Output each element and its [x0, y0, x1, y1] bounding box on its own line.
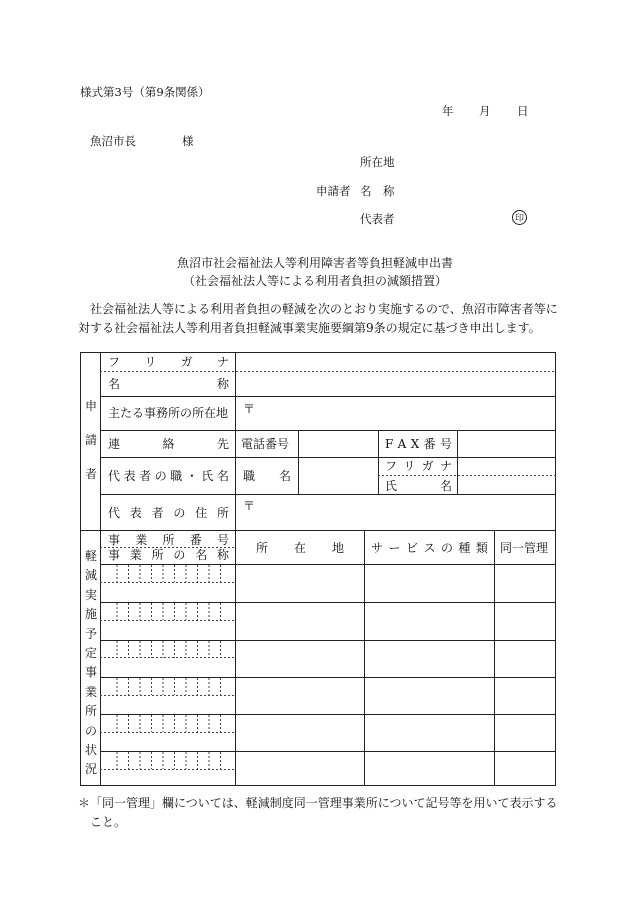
label-char: ナ: [216, 355, 229, 369]
label-char: 表: [129, 506, 142, 520]
recipient: 魚沼市長: [90, 134, 136, 148]
label-char: 番: [423, 437, 436, 451]
label-char: 称: [216, 548, 229, 562]
vertical-label-char: 事: [84, 665, 97, 680]
label-char: 業: [129, 548, 142, 562]
vertical-label-char: 請: [84, 433, 97, 447]
label-char: 連: [108, 437, 121, 451]
service-type-header: [371, 542, 488, 554]
vertical-label-char: 業: [84, 684, 97, 699]
label-char: リ: [403, 459, 416, 473]
location-header: [256, 542, 344, 554]
date-month-label: 月: [479, 104, 491, 118]
vertical-label-char: の: [84, 723, 97, 738]
label-char: 職: [243, 469, 256, 483]
vertical-label-char: 実: [84, 587, 97, 602]
applicant-group-label: [84, 400, 98, 502]
fax-label: [385, 438, 452, 450]
label-char: ス: [423, 541, 436, 555]
same-management-header: 同一管理: [500, 541, 549, 555]
body-text-line-1: 社会福祉法人等による利用者負担の軽減を次のとおり実施するので、魚沼市障害者等に: [78, 302, 558, 316]
document-subtitle: （社会福祉法人等による利用者負担の減額措置）: [182, 274, 447, 288]
vertical-label-char: 軽: [84, 549, 97, 563]
document-title: 魚沼市社会福祉法人等利用障害者等負担軽減申出書: [176, 256, 453, 270]
vertical-label-char: 定: [84, 645, 97, 660]
vertical-label-char: 況: [84, 762, 97, 777]
label-char: 事: [108, 548, 121, 562]
label-char: の: [440, 541, 453, 555]
label-char: ー: [388, 541, 401, 555]
label-char: 氏: [385, 479, 398, 493]
date-day-label: 日: [517, 104, 529, 118]
label-char: 事: [108, 533, 121, 547]
footnote-line-1: ＊「同一管理」欄については、軽減制度同一管理事業所について記号等を用いて表示する: [78, 796, 558, 810]
label-char: 代: [108, 469, 121, 483]
label-char: 在: [293, 541, 306, 555]
rep-address-label: [108, 507, 229, 519]
label-char: 所: [216, 506, 229, 520]
label-char: フ: [108, 355, 121, 369]
label-char: 号: [216, 533, 229, 547]
label-char: 所: [151, 548, 164, 562]
rep-name-label: [385, 480, 452, 492]
vertical-label-char: 予: [84, 626, 97, 641]
furigana-label: [108, 356, 229, 368]
date-year-label: 年: [442, 104, 454, 118]
applicant-group-text: [84, 400, 98, 502]
rep-furigana-label: [385, 460, 452, 472]
position-label: [243, 470, 291, 482]
vertical-label-char: 申: [84, 399, 97, 413]
label-char: 所: [256, 541, 269, 555]
phone-label: 電話番号: [241, 437, 290, 451]
seal-mark-icon: 印: [512, 210, 527, 225]
label-char: 称: [216, 377, 229, 391]
form-number: 様式第3号（第9条関係）: [80, 85, 210, 99]
label-char: の: [173, 548, 186, 562]
label-char: 番: [189, 533, 202, 547]
rep-title-name-label: [108, 470, 229, 482]
label-char: 地: [331, 541, 344, 555]
label-char: 表: [123, 469, 136, 483]
label-char: 号: [439, 437, 452, 451]
label-char: ガ: [180, 355, 193, 369]
office-number-header: [108, 534, 229, 546]
applicant-label: 申請者: [316, 184, 351, 198]
label-char: X: [410, 437, 420, 451]
label-char: 絡: [162, 437, 175, 451]
address-label: 所在地: [360, 155, 395, 169]
label-char: ガ: [421, 459, 434, 473]
label-char: の: [173, 506, 186, 520]
label-char: サ: [371, 541, 384, 555]
application-form-table: [80, 352, 556, 786]
postal-mark: 〒: [243, 402, 256, 416]
label-char: 先: [216, 437, 229, 451]
contact-label: [108, 438, 229, 450]
office-name-header: [108, 549, 229, 561]
reduction-group-text: [84, 550, 98, 783]
label-char: 所: [162, 533, 175, 547]
label-char: の: [154, 469, 167, 483]
label-char: 氏: [201, 469, 214, 483]
label-char: 名: [439, 479, 452, 493]
vertical-label-char: 所: [84, 704, 97, 719]
label-char: 類: [475, 541, 488, 555]
label-char: 業: [135, 533, 148, 547]
label-char: ・: [185, 469, 198, 483]
rep-postal-mark: 〒: [243, 499, 256, 513]
label-char: 名: [195, 548, 208, 562]
main-office-address-label: 主たる事務所の所在地: [108, 406, 229, 420]
vertical-label-char: 者: [84, 467, 97, 481]
recipient-suffix: 様: [182, 134, 194, 148]
label-char: A: [397, 437, 407, 451]
label-char: 住: [195, 506, 208, 520]
label-char: フ: [385, 459, 398, 473]
vertical-label-char: 減: [84, 568, 97, 583]
reduction-group-label: [84, 550, 98, 783]
body-text-line-2: 対する社会福祉法人等利用者負担軽減事業実施要綱第9条の規定に基づき申出します。: [78, 321, 541, 335]
label-char: 者: [151, 506, 164, 520]
label-char: 職: [170, 469, 183, 483]
label-char: 名: [216, 469, 229, 483]
vertical-label-char: 施: [84, 607, 97, 622]
label-char: リ: [144, 355, 157, 369]
label-char: ナ: [439, 459, 452, 473]
label-char: ビ: [405, 541, 418, 555]
vertical-label-char: 状: [84, 742, 97, 757]
label-char: 者: [139, 469, 152, 483]
name-cell-label: [108, 378, 229, 390]
label-char: 名: [278, 469, 291, 483]
representative-label: 代表者: [360, 212, 395, 226]
label-char: 種: [458, 541, 471, 555]
label-char: 代: [108, 506, 121, 520]
label-char: 名: [108, 377, 121, 391]
label-char: F: [385, 437, 394, 451]
name-label: 名 称: [360, 184, 395, 198]
footnote-line-2: こと。: [78, 815, 127, 829]
